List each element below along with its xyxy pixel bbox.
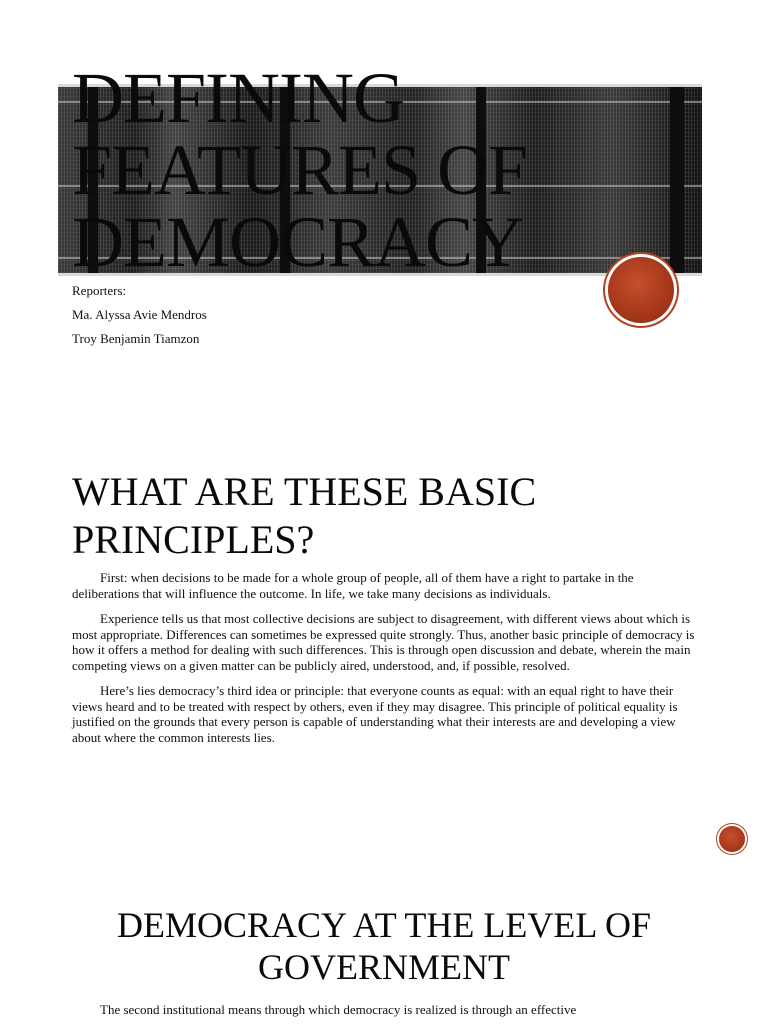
accent-circle	[719, 826, 745, 852]
slide-body	[72, 570, 696, 755]
slide-heading: DEMOCRACY AT THE LEVEL OF GOVERNMENT	[116, 905, 652, 987]
paragraph: Here’s lies democracy’s third idea or principle: that everyone counts as equal: with an equal right to have their views heard and to be treated with respect by others, even if they may disagree. This principle of political equality is justified on the grounds that every person is capable of understanding what their interests are and developing a view about where the common interests lies.	[72, 683, 678, 745]
slide-body	[72, 1002, 696, 1018]
slide-heading: WHAT ARE THESE BASIC PRINCIPLES?	[72, 469, 537, 562]
paragraph: The second institutional means through which democracy is realized is through an effective	[100, 1002, 577, 1017]
paragraph: First: when decisions to be made for a whole group of people, all of them have a right to partake in the deliberations that will influence the outcome. In life, we take many decisions as individuals.	[72, 570, 634, 601]
paragraph: Experience tells us that most collective decisions are subject to disagreement, with different views about which is most appropriate. Differences can sometimes be expressed quite strongly. Thus, another basic principle of democracy is how it offers a method for dealing with such differences. This is through open discussion and debate, wherein the main competing views on a given matter can be publicly aired, understood, and, if possible, resolved.	[72, 611, 695, 673]
principles-slide	[0, 400, 768, 860]
reporter-name: Troy Benjamin Tiamzon	[72, 331, 200, 346]
accent-circle	[608, 257, 674, 323]
reporter-name: Ma. Alyssa Avie Mendros	[72, 307, 207, 322]
banner-stripe	[670, 87, 684, 273]
government-slide	[0, 880, 768, 1024]
reporters-block	[72, 279, 207, 351]
title-slide	[0, 0, 768, 400]
reporters-label: Reporters:	[72, 283, 127, 298]
presentation-title: DEFINING FEATURES OF DEMOCRACY	[72, 58, 528, 282]
